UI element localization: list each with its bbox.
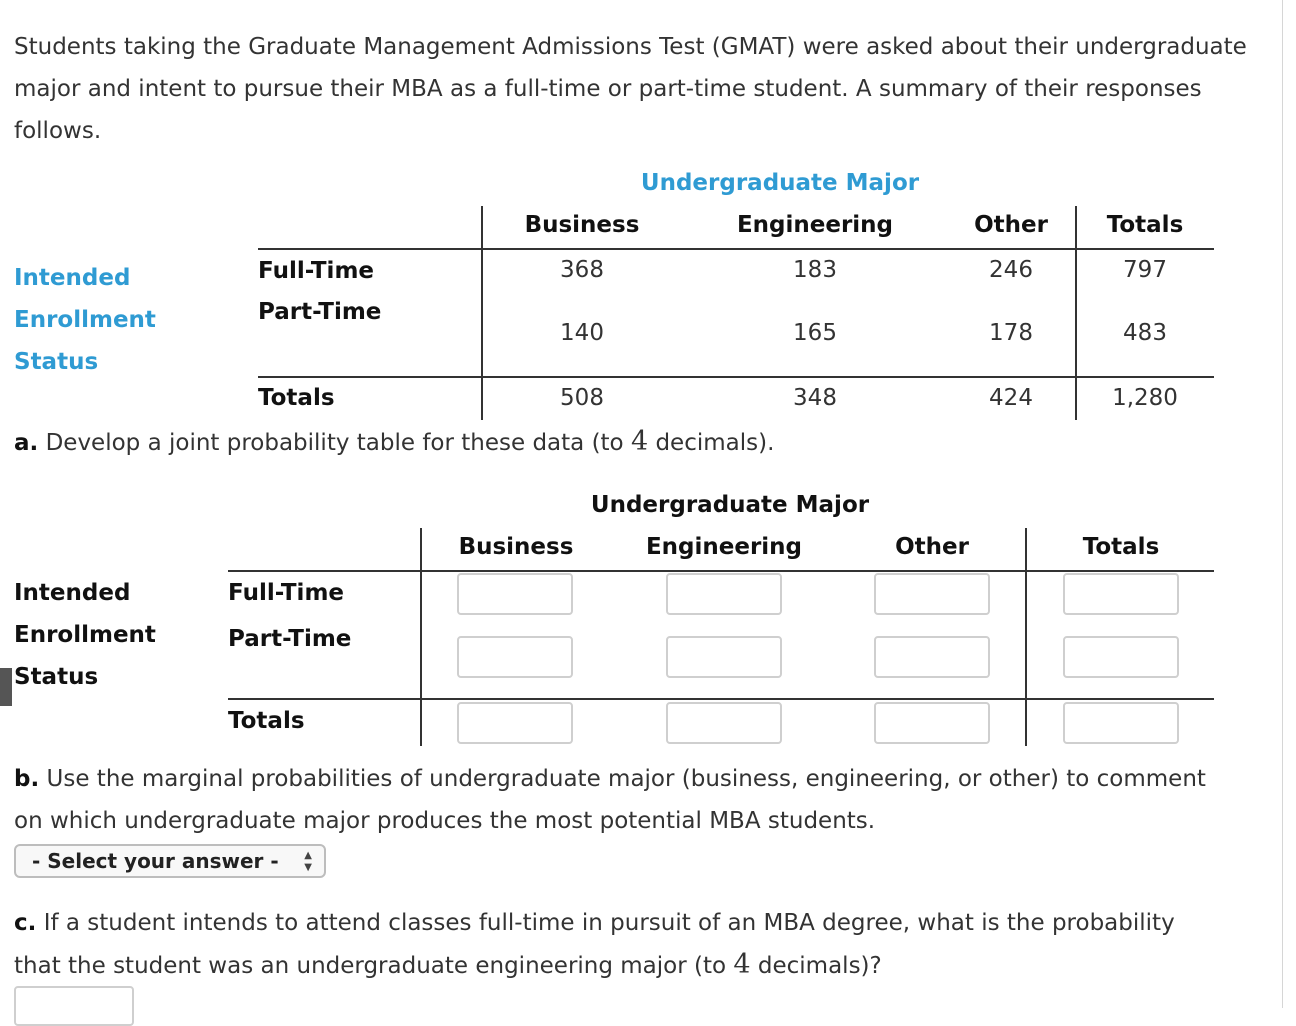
part-a-digits: 4 xyxy=(630,426,649,457)
focus-marker xyxy=(0,668,12,706)
table1-header-rule xyxy=(258,248,1214,250)
part-c-text-after: decimals)? xyxy=(750,953,882,979)
part-b-letter: b. xyxy=(14,766,40,792)
table1-cell: 246 xyxy=(989,257,1033,283)
table1-cell: 797 xyxy=(1123,257,1167,283)
intro-paragraph: Students taking the Graduate Management Admissions Test (GMAT) were asked about their undergraduate major and intent to pursue their MBA as a full-time or part-time student. A summary of their responses follows. xyxy=(14,34,1247,144)
prob-fulltime-totals-input[interactable] xyxy=(1063,573,1179,615)
part-a-text-before: Develop a joint probability table for these data (to xyxy=(45,430,631,456)
table1-col-totals: Totals xyxy=(1106,212,1184,238)
table1-group-label-2: Enrollment xyxy=(14,307,156,333)
table2-title: Undergraduate Major xyxy=(590,492,870,518)
prob-totals-other-input[interactable] xyxy=(874,702,990,744)
table1-cell: 508 xyxy=(560,385,604,411)
table1-group-label-3: Status xyxy=(14,349,99,375)
prob-fulltime-business-input[interactable] xyxy=(457,573,573,615)
part-c-line1 xyxy=(14,902,1175,944)
table1-cell: 483 xyxy=(1123,320,1167,346)
prob-parttime-other-input[interactable] xyxy=(874,636,990,678)
table2-col-engineering: Engineering xyxy=(645,534,803,560)
part-c-text1: If a student intends to attend classes full-time in pursuit of an MBA degree, what is the probability xyxy=(43,910,1175,936)
table1-cell: 178 xyxy=(989,320,1033,346)
part-a-letter: a. xyxy=(14,430,39,456)
part-b-line1 xyxy=(14,758,1206,800)
page-right-border xyxy=(1282,0,1283,1008)
prob-parttime-business-input[interactable] xyxy=(457,636,573,678)
part-b-line2: on which undergraduate major produces the most potential MBA students. xyxy=(14,808,876,834)
table2-row-parttime-label: Part-Time xyxy=(228,626,352,652)
select-updown-icon: ▲ ▼ xyxy=(304,850,312,873)
table2-col-other: Other xyxy=(895,534,969,560)
table2-header-rule xyxy=(228,570,1214,572)
prob-parttime-totals-input[interactable] xyxy=(1063,636,1179,678)
table2-group-label-3: Status xyxy=(14,664,99,690)
select-value: - Select your answer - xyxy=(32,849,279,873)
table1-totals-label: Totals xyxy=(258,385,335,411)
prob-totals-business-input[interactable] xyxy=(457,702,573,744)
table2-row-fulltime-label: Full-Time xyxy=(228,580,345,606)
table2-totals-rule xyxy=(228,698,1214,700)
part-c-letter: c. xyxy=(14,910,37,936)
prob-fulltime-engineering-input[interactable] xyxy=(666,573,782,615)
part-c-line2 xyxy=(14,944,882,987)
table1-col-business: Business xyxy=(524,212,640,238)
part-a-question xyxy=(14,421,774,464)
part-c-answer-input[interactable] xyxy=(14,986,134,1026)
table2-totals-label: Totals xyxy=(228,708,305,734)
table2-right-divider xyxy=(1025,528,1027,746)
table1-row-fulltime-label: Full-Time xyxy=(258,258,375,284)
prob-totals-totals-input[interactable] xyxy=(1063,702,1179,744)
table1-title: Undergraduate Major xyxy=(640,170,920,196)
table1-cell: 368 xyxy=(560,257,604,283)
table2-group-label-2: Enrollment xyxy=(14,622,156,648)
table2-group-label-1: Intended xyxy=(14,580,131,606)
table1-cell: 183 xyxy=(793,257,837,283)
table1-col-other: Other xyxy=(974,212,1048,238)
table2-left-divider xyxy=(420,528,422,746)
table1-cell: 165 xyxy=(793,320,837,346)
table1-row-parttime-label: Part-Time xyxy=(258,299,382,325)
part-a-text-after: decimals). xyxy=(648,430,775,456)
major-answer-select[interactable] xyxy=(14,844,326,878)
table1-cell: 348 xyxy=(793,385,837,411)
table1-cell: 140 xyxy=(560,320,604,346)
part-c-text-before: that the student was an undergraduate engineering major (to xyxy=(14,953,734,979)
prob-totals-engineering-input[interactable] xyxy=(666,702,782,744)
part-b-text1: Use the marginal probabilities of undergraduate major (business, engineering, or other) to comment xyxy=(46,766,1206,792)
part-c-digits: 4 xyxy=(733,949,751,980)
table1-cell: 1,280 xyxy=(1112,385,1178,411)
table1-totals-rule xyxy=(258,376,1214,378)
table2-col-business: Business xyxy=(458,534,574,560)
table1-cell: 424 xyxy=(989,385,1033,411)
prob-parttime-engineering-input[interactable] xyxy=(666,636,782,678)
table1-group-label-1: Intended xyxy=(14,265,131,291)
prob-fulltime-other-input[interactable] xyxy=(874,573,990,615)
table2-col-totals: Totals xyxy=(1082,534,1160,560)
table1-col-engineering: Engineering xyxy=(736,212,894,238)
